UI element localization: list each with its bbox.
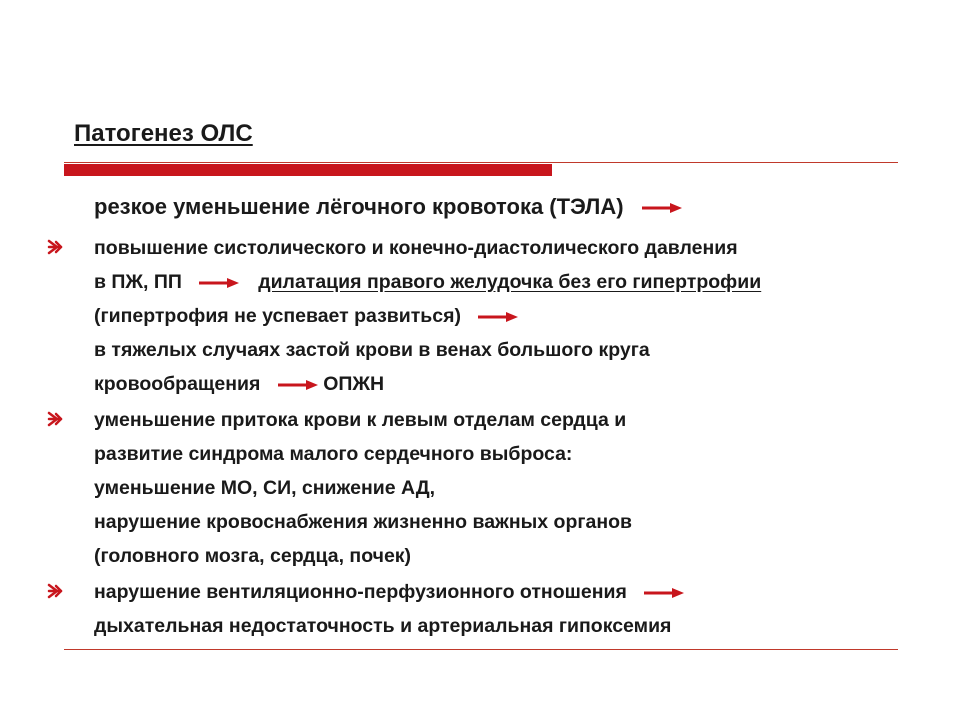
text-line	[94, 581, 684, 603]
red-right-arrow-icon	[642, 202, 682, 214]
text-line-content: ОПЖН	[323, 373, 385, 395]
footer-divider	[64, 649, 898, 650]
text-line	[94, 271, 761, 293]
red-right-arrow-icon	[478, 311, 518, 323]
text-line-content: нарушение вентиляционно-перфузионного отношения	[94, 581, 627, 603]
text-line-content: в тяжелых случаях застой крови в венах большого круга	[94, 339, 650, 361]
text-line-content: уменьшение притока крови к левым отделам сердца и	[94, 409, 627, 431]
text-line	[94, 196, 682, 218]
text-line	[94, 373, 384, 395]
text-line	[94, 237, 738, 259]
text-line	[94, 477, 435, 499]
right-arrow-bullet-icon	[46, 238, 64, 256]
text-line-content: кровообращения	[94, 373, 261, 395]
text-line-underlined: дилатация правого желудочка без его гипертрофии	[258, 271, 762, 293]
right-arrow-bullet-icon	[46, 410, 64, 428]
slide-title: Патогенез ОЛС	[74, 120, 253, 147]
title-divider-thin	[64, 162, 898, 163]
text-line-content: (гипертрофия не успевает развиться)	[94, 305, 462, 327]
text-line	[94, 545, 411, 567]
text-line-content: в ПЖ, ПП	[94, 271, 182, 293]
text-line	[94, 615, 671, 637]
text-line	[94, 305, 518, 327]
red-right-arrow-icon	[644, 587, 684, 599]
red-right-arrow-icon	[199, 277, 239, 289]
text-line-content: уменьшение МО, СИ, снижение АД,	[94, 477, 436, 499]
text-line-content: повышение систолического и конечно-диастолического давления	[94, 237, 738, 259]
text-line-content: дыхательная недостаточность и артериальная гипоксемия	[94, 615, 672, 637]
red-right-arrow-icon	[278, 379, 318, 391]
text-line-content: резкое уменьшение лёгочного кровотока (ТЭЛА)	[94, 194, 624, 219]
text-line	[94, 409, 626, 431]
text-line	[94, 339, 650, 361]
text-line	[94, 511, 632, 533]
title-divider-thick	[64, 164, 552, 176]
right-arrow-bullet-icon	[46, 582, 64, 600]
text-line-content: (головного мозга, сердца, почек)	[94, 545, 412, 567]
text-line	[94, 443, 572, 465]
text-line-content: развитие синдрома малого сердечного выброса:	[94, 443, 573, 465]
text-line-content: нарушение кровоснабжения жизненно важных органов	[94, 511, 633, 533]
